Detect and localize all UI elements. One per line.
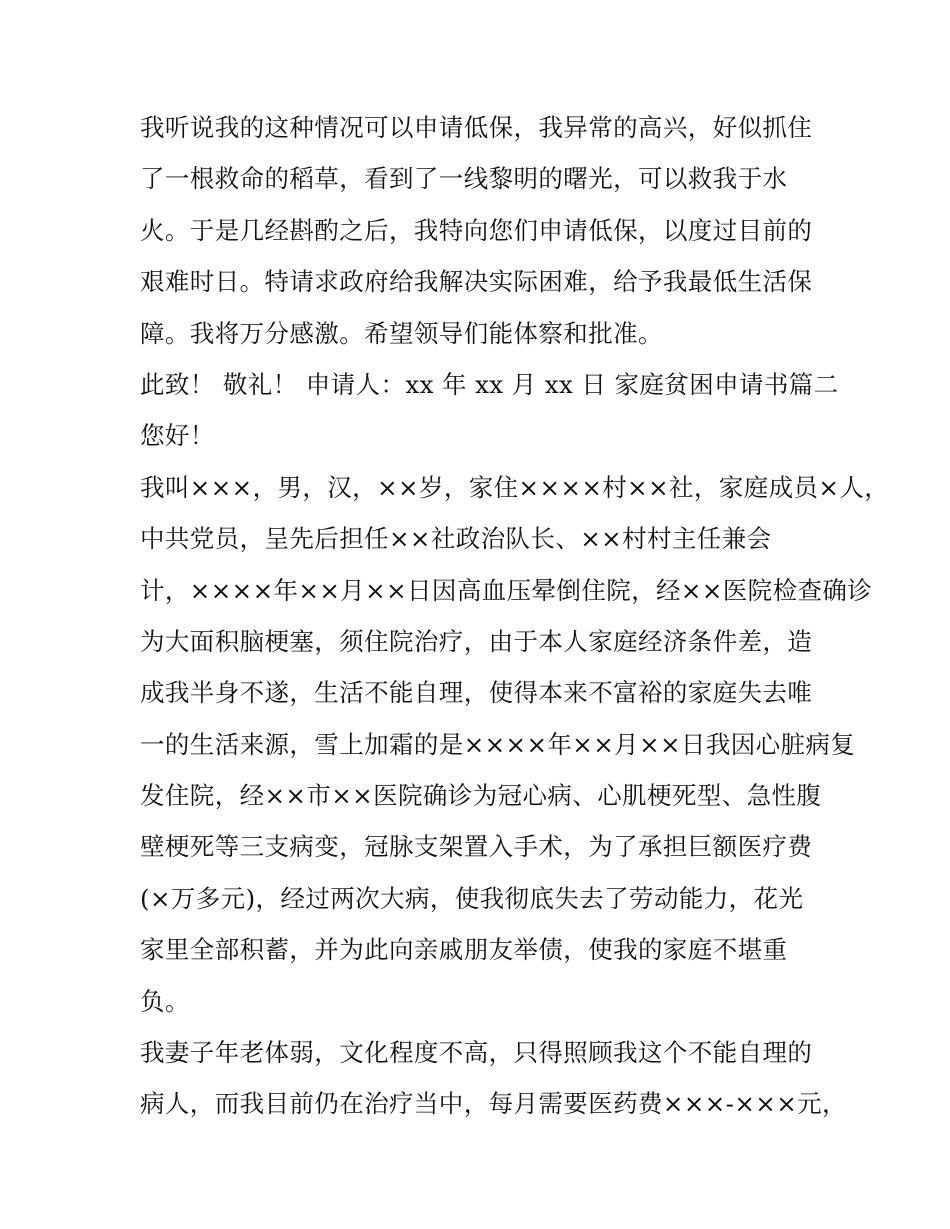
- text-line: 我听说我的这种情况可以申请低保，我异常的高兴，好似抓住: [140, 113, 813, 142]
- text-line: 发住院，经××市××医院确诊为冠心病、心肌梗死型、急性腹: [140, 781, 822, 811]
- text-line: 成我半身不遂，生活不能自理，使得本来不富裕的家庭失去唯: [140, 678, 813, 708]
- text-line: 负。: [140, 986, 190, 1016]
- text-line: 火。于是几经斟酌之后，我特向您们申请低保，以度过目前的: [140, 215, 813, 245]
- text-line: 一的生活来源，雪上加霜的是××××年××月××日我因心脏病复: [140, 729, 856, 759]
- text-line: 家里全部积蓄，并为此向亲戚朋友举债，使我的家庭不堪重: [140, 935, 788, 965]
- text-line: 壁梗死等三支病变，冠脉支架置入手术，为了承担巨额医疗费: [140, 832, 813, 862]
- closing-line: 此致！ 敬礼！ 申请人：xx 年 xx 月 xx 日 家庭贫困申请书篇二: [140, 369, 839, 399]
- text-line: 艰难时日。特请求政府给我解决实际困难，给予我最低生活保: [140, 267, 813, 297]
- text-line: 我妻子年老体弱，文化程度不高，只得照顾我这个不能自理的: [140, 1038, 813, 1068]
- text-line: 中共党员，呈先后担任××社政治队长、××村村主任兼会: [140, 524, 772, 554]
- text-line: 我叫×××，男，汉，××岁，家住××××村××社，家庭成员×人，: [140, 472, 890, 502]
- text-line: 障。我将万分感激。希望领导们能体察和批准。: [140, 318, 663, 348]
- greeting-line: 您好！: [140, 421, 215, 451]
- text-line: 了一根救命的稻草，看到了一线黎明的曙光，可以救我于水: [140, 164, 788, 194]
- body-text: [140, 102, 890, 1130]
- text-line: 病人，而我目前仍在治疗当中，每月需要医药费×××-×××元，: [140, 1089, 847, 1119]
- text-line: 为大面积脑梗塞，须住院治疗，由于本人家庭经济条件差，造: [140, 626, 813, 656]
- text-line: 计，××××年××月××日因高血压晕倒住院，经××医院检查确诊: [140, 575, 873, 605]
- text-line: (×万多元)，经过两次大病，使我彻底失去了劳动能力，花光: [140, 883, 804, 913]
